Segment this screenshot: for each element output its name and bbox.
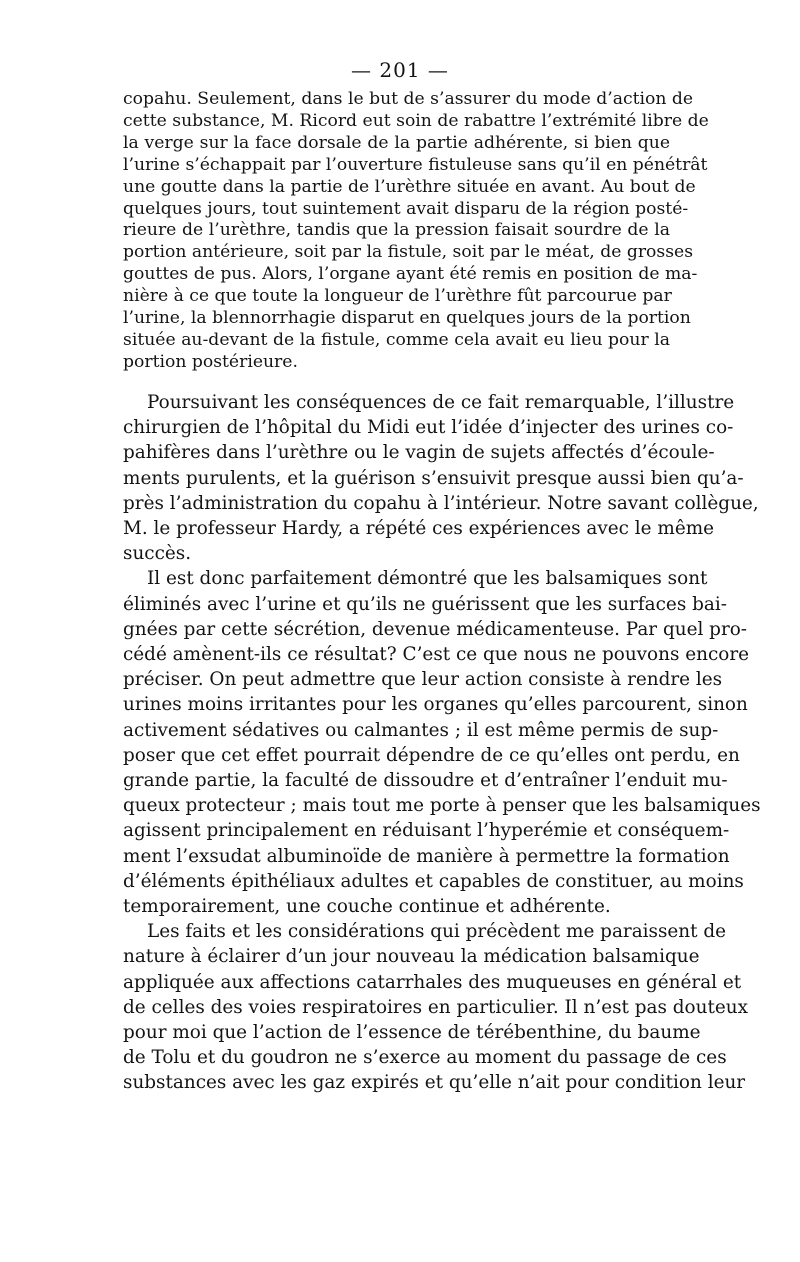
text-line: d’éléments épithéliaux adultes et capables de constituer, au moins bbox=[123, 870, 744, 892]
text-line: ment l’exsudat albuminoïde de manière à permettre la formation bbox=[123, 845, 730, 867]
text-line: de Tolu et du goudron ne s’exerce au moment du passage de ces bbox=[123, 1047, 727, 1069]
text-line: succès. bbox=[123, 543, 192, 565]
text-line: Poursuivant les conséquences de ce fait remarquable, l’illustre bbox=[147, 392, 735, 413]
text-line: substances avec les gaz expirés et qu’elle n’ait pour condition leur bbox=[123, 1072, 746, 1094]
text-line: cette substance, M. Ricord eut soin de rabattre l’extrémité libre de bbox=[123, 110, 709, 131]
text-line: préciser. On peut admettre que leur action consiste à rendre les bbox=[123, 669, 723, 691]
text-line: l’urine s’échappait par l’ouverture fistuleuse sans qu’il en pénétrât bbox=[123, 154, 708, 175]
text-line: poser que cet effet pourrait dépendre de ce qu’elles ont perdu, en bbox=[123, 744, 740, 766]
paragraph-2 bbox=[123, 390, 759, 566]
text-line: pahifères dans l’urèthre ou le vagin de sujets affectés d’écoule- bbox=[123, 442, 715, 464]
text-line: Les faits et les considérations qui précèdent me paraissent de bbox=[147, 921, 727, 943]
paragraph-1 bbox=[123, 89, 709, 374]
text-line: chirurgien de l’hôpital du Midi eut l’idée d’injecter des urines co- bbox=[123, 417, 734, 439]
text-line: gouttes de pus. Alors, l’organe ayant été remis en position de ma- bbox=[123, 264, 698, 285]
text-line: portion antérieure, soit par la fistule, soit par le méat, de grosses bbox=[123, 242, 694, 263]
text-line: M. le professeur Hardy, a répété ces expériences avec le même bbox=[123, 518, 715, 540]
text-line: activement sédatives ou calmantes ; il est même permis de sup- bbox=[123, 719, 719, 741]
text-line: la verge sur la face dorsale de la partie adhérente, si bien que bbox=[123, 132, 670, 153]
text-line: grande partie, la faculté de dissoudre et d’entraîner l’enduit mu- bbox=[123, 770, 728, 792]
text-line: ments purulents, et la guérison s’ensuivit presque aussi bien qu’a- bbox=[123, 467, 744, 489]
paragraph-3 bbox=[123, 566, 761, 919]
text-line: nière à ce que toute la longueur de l’urèthre fût parcourue par bbox=[123, 286, 672, 307]
paragraphs-2-to-4 bbox=[123, 390, 761, 1096]
text-line: portion postérieure. bbox=[123, 351, 298, 372]
text-line: gnées par cette sécrétion, devenue médicamenteuse. Par quel pro- bbox=[123, 618, 748, 640]
text-line: pour moi que l’action de l’essence de térébenthine, du baume bbox=[123, 1022, 701, 1044]
text-line: rieure de l’urèthre, tandis que la pression faisait sourdre de la bbox=[123, 220, 670, 241]
text-line: éliminés avec l’urine et qu’ils ne guérissent que les surfaces bai- bbox=[123, 593, 727, 615]
text-line: de celles des voies respiratoires en particulier. Il n’est pas douteux bbox=[123, 996, 748, 1018]
text-line: agissent principalement en réduisant l’hyperémie et conséquem- bbox=[123, 820, 730, 842]
text-line: queux protecteur ; mais tout me porte à penser que les balsamiques bbox=[123, 795, 761, 817]
text-line: nature à éclairer d’un jour nouveau la médication balsamique bbox=[123, 946, 700, 968]
text-line: près l’administration du copahu à l’intérieur. Notre savant collègue, bbox=[123, 492, 759, 514]
text-line: une goutte dans la partie de l’urèthre située en avant. Au bout de bbox=[123, 176, 696, 197]
text-line: l’urine, la blennorrhagie disparut en quelques jours de la portion bbox=[123, 308, 691, 329]
text-line: copahu. Seulement, dans le but de s’assurer du mode d’action de bbox=[123, 89, 694, 109]
text-line: urines moins irritantes pour les organes qu’elles parcourent, sinon bbox=[123, 694, 748, 716]
text-line: quelques jours, tout suintement avait disparu de la région posté- bbox=[123, 198, 689, 219]
text-line: cédé amènent-ils ce résultat? C’est ce que nous ne pouvons encore bbox=[123, 644, 750, 666]
text-line: Il est donc parfaitement démontré que les balsamiques sont bbox=[147, 568, 708, 590]
paragraph-4 bbox=[123, 919, 748, 1095]
text-line: appliquée aux affections catarrhales des muqueuses en général et bbox=[123, 971, 742, 993]
page-number: — 201 — bbox=[351, 58, 449, 82]
text-line: temporairement, une couche continue et adhérente. bbox=[123, 896, 611, 918]
text-line: située au-devant de la fistule, comme cela avait eu lieu pour la bbox=[123, 329, 670, 350]
